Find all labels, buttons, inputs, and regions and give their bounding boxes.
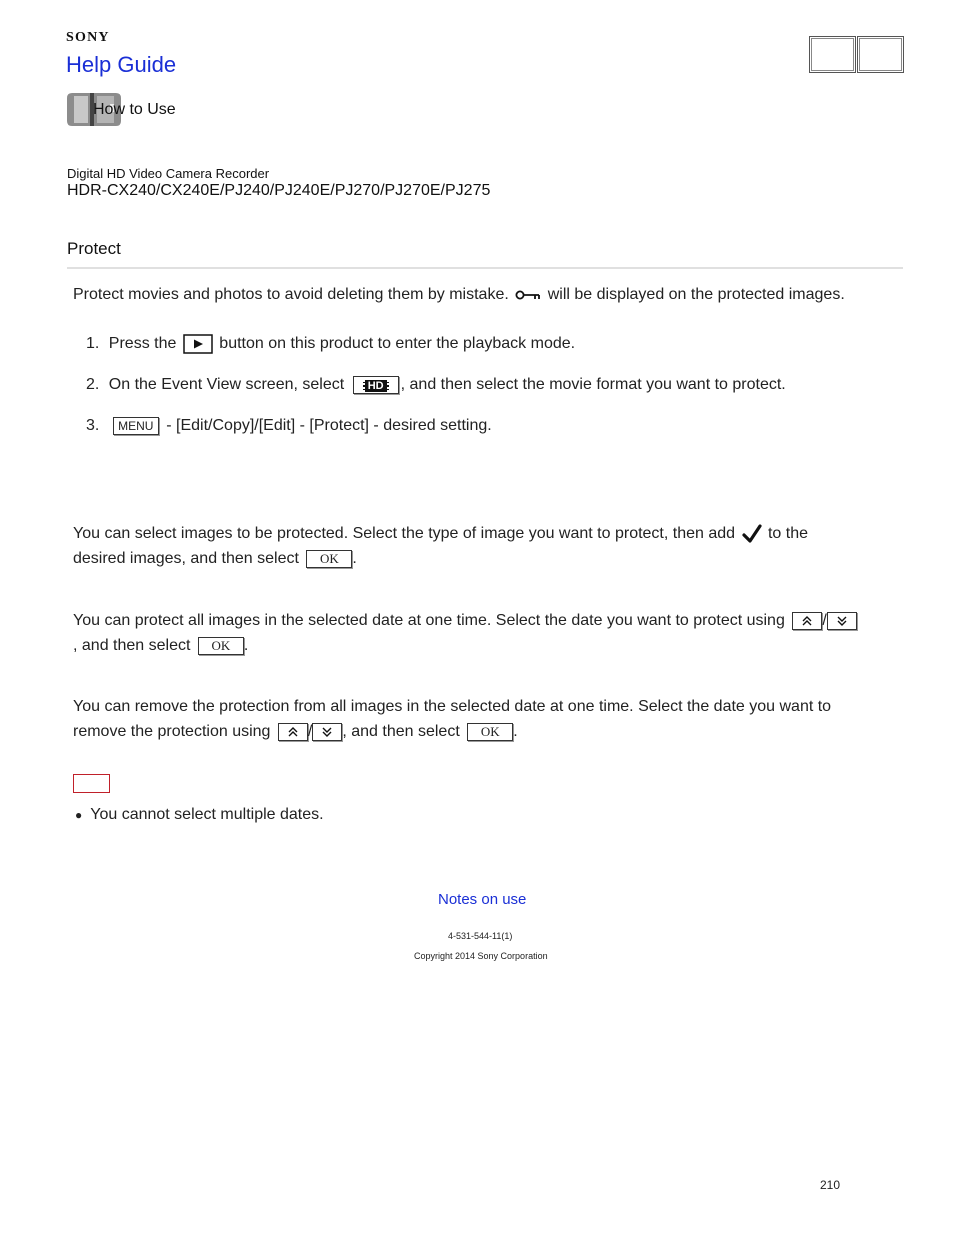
page-title: Protect (67, 239, 121, 258)
up-arrow-icon (278, 723, 308, 741)
note-label-box (73, 774, 110, 793)
up-arrow-icon (792, 612, 822, 630)
section-label[interactable]: How to Use (93, 101, 176, 118)
hd-format-icon (353, 376, 399, 394)
para-text: . (243, 637, 249, 654)
down-arrow-icon (827, 612, 857, 630)
page-number: 210 (820, 1178, 841, 1192)
para-text: remove the protection using (73, 723, 271, 740)
para-text: , and then select (342, 723, 460, 740)
note-list-item (75, 802, 324, 828)
para-text: You can protect all images in the selected date at one time. Select the date you want to protect using (73, 612, 785, 629)
ok-button-icon: OK (198, 637, 244, 655)
product-models: HDR-CX240/CX240E/PJ240/PJ240E/PJ270/PJ270E/PJ275 (67, 182, 491, 199)
intro-text-before: Protect movies and photos to avoid deleting them by mistake. (73, 286, 509, 303)
step-text-after: , and then select the movie format you want to protect. (400, 376, 786, 393)
para-text: desired images, and then select (73, 550, 299, 567)
ok-button-icon: OK (467, 723, 513, 741)
step-number: 2. (86, 376, 100, 393)
title-divider (67, 267, 903, 269)
para-text: . (352, 550, 357, 567)
para-text: You can remove the protection from all images in the selected date at one time. Select the date you want to (73, 698, 832, 715)
remove-protection-paragraph (73, 694, 913, 744)
para-text: . (513, 723, 518, 740)
copyright: Copyright 2014 Sony Corporation (414, 951, 548, 961)
down-arrow-icon (312, 723, 342, 741)
protect-date-paragraph (73, 608, 913, 658)
step-number: 3. (86, 417, 100, 434)
para-text: You can select images to be protected. Select the type of image you want to protect, then add (73, 525, 736, 542)
checkmark-icon (742, 524, 762, 544)
previous-page-button[interactable] (809, 36, 856, 73)
document-code: 4-531-544-11(1) (448, 931, 513, 941)
select-images-paragraph (73, 521, 913, 571)
bullet: ● (75, 808, 83, 822)
menu-button-icon: MENU (113, 417, 159, 435)
protect-key-icon (515, 289, 541, 301)
slash: / (822, 612, 827, 629)
hd-format-label: HD (363, 380, 389, 392)
step-3 (86, 413, 492, 438)
step-number: 1. (86, 335, 100, 352)
step-text-before: On the Event View screen, select (108, 376, 345, 393)
step-2 (86, 372, 786, 397)
step-text-before: Press the (108, 335, 177, 352)
note-text: You cannot select multiple dates. (90, 806, 324, 823)
playback-button-icon (183, 334, 213, 354)
step-text-after: - [Edit/Copy]/[Edit] - [Protect] - desired setting. (166, 417, 492, 434)
help-guide-title[interactable]: Help Guide (66, 52, 177, 77)
para-text: to the (767, 525, 808, 542)
step-text-after: button on this product to enter the playback mode. (219, 335, 576, 352)
intro-paragraph (73, 282, 845, 307)
ok-button-icon: OK (306, 550, 352, 568)
slash: / (307, 723, 313, 740)
notes-on-use-link[interactable]: Notes on use (438, 891, 527, 908)
intro-text-after: will be displayed on the protected images. (547, 286, 845, 303)
product-category: Digital HD Video Camera Recorder (67, 166, 270, 181)
sony-logo: SONY (66, 30, 110, 45)
next-page-button[interactable] (857, 36, 904, 73)
para-text: , and then select (73, 637, 191, 654)
step-1 (86, 331, 575, 356)
